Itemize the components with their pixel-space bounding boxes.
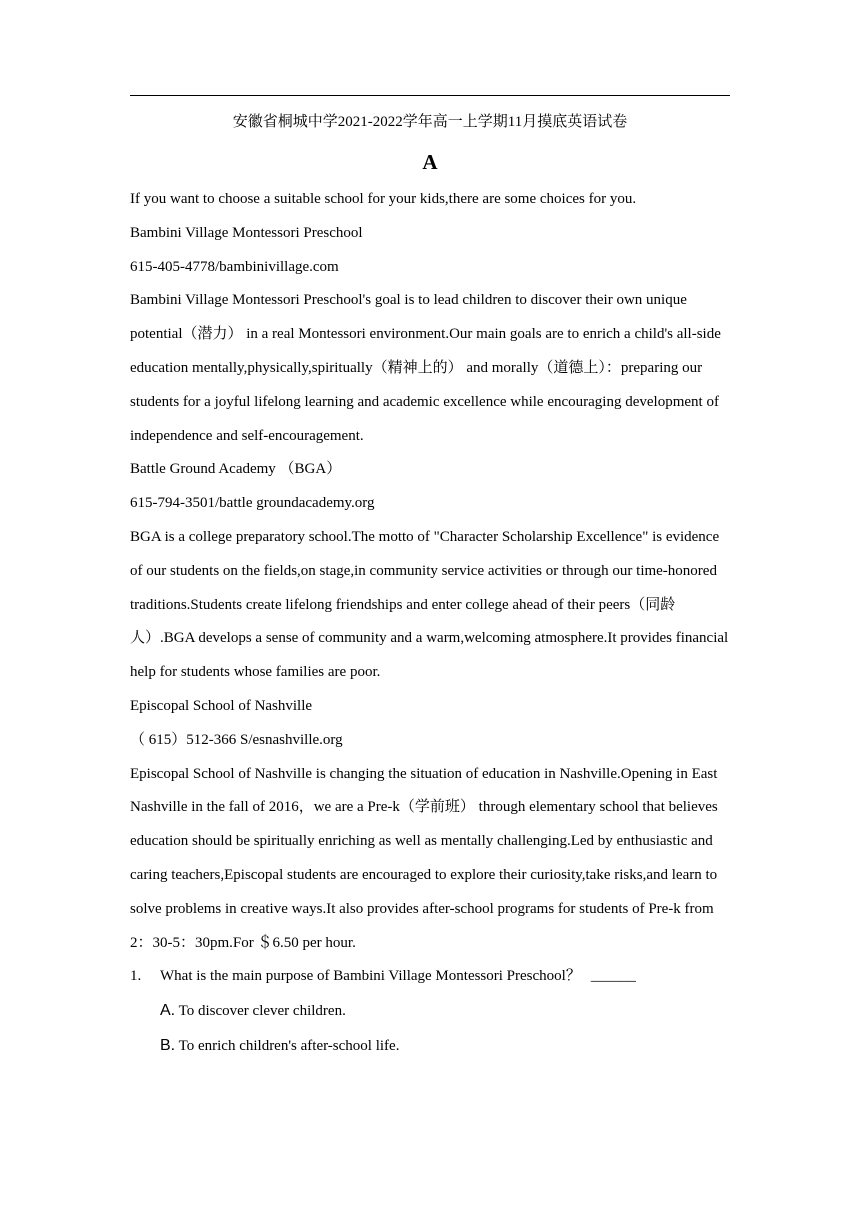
question-number: 1.	[130, 968, 142, 985]
school-name-bga: Battle Ground Academy （BGA）	[130, 461, 342, 478]
passage-line: Nashville in the fall of 2016，we are a Pre-k（学前班） through elementary school that believes	[130, 799, 718, 816]
question-1	[130, 960, 730, 994]
passage-line: caring teachers,Episcopal students are encouraged to explore their curiosity,take risks,and learn to	[130, 866, 718, 883]
passage-line: students for a joyful lifelong learning and academic excellence while encouraging development of	[130, 393, 719, 410]
passage-line: Episcopal School of Nashville is changing the situation of education in Nashville.Opening in East	[130, 765, 718, 782]
option-b[interactable]	[130, 1029, 730, 1064]
passage-line: BGA is a college preparatory school.The motto of "Character Scholarship Excellence" is evidence	[130, 528, 720, 545]
exam-title: 安徽省桐城中学2021-2022学年高一上学期11月摸底英语试卷	[232, 114, 628, 130]
school-name-episcopal: Episcopal School of Nashville	[130, 697, 313, 714]
school-name-bambini: Bambini Village Montessori Preschool	[130, 224, 363, 241]
question-text: What is the main purpose of Bambini Village Montessori Preschool？	[160, 968, 581, 985]
passage-line: independence and self-encouragement.	[130, 427, 364, 444]
school-contact-episcopal: （ 615）512-366 S/esnashville.org	[130, 731, 343, 748]
passage-line: Bambini Village Montessori Preschool's goal is to lead children to discover their own unique	[130, 292, 687, 309]
option-text: To enrich children's after-school life.	[175, 1037, 400, 1054]
header-rule	[130, 95, 730, 96]
passage-line: education mentally,physically,spiritually（精神上的） and morally（道德上）：preparing our	[130, 359, 703, 376]
answer-blank[interactable]: ______	[590, 968, 636, 985]
passage-line: potential（潜力） in a real Montessori environment.Our main goals are to enrich a child's all-side	[130, 326, 721, 343]
school-contact-bambini: 615-405-4778/bambinivillage.com	[130, 258, 339, 275]
passage-line: 2：30-5：30pm.For ＄6.50 per hour.	[130, 934, 356, 951]
passage-line: 人）.BGA develops a sense of community and a warm,welcoming atmosphere.It provides financial	[130, 630, 729, 647]
passage-body	[130, 183, 730, 1064]
passage-line: traditions.Students create lifelong friendships and enter college ahead of their peers（同龄	[130, 596, 676, 613]
passage-line: of our students on the fields,on stage,in community service activities or through our time-honored	[130, 562, 717, 579]
option-letter: A.	[160, 1002, 176, 1020]
section-title: A	[422, 150, 438, 174]
passage-line: help for students whose families are poor.	[130, 664, 381, 681]
passage-line: If you want to choose a suitable school for your kids,there are some choices for you.	[130, 191, 637, 207]
option-text: To discover clever children.	[175, 1003, 346, 1020]
passage-line: solve problems in creative ways.It also provides after-school programs for students of Pre-k from	[130, 900, 714, 917]
option-a[interactable]	[130, 994, 730, 1029]
school-contact-bga: 615-794-3501/battle groundacademy.org	[130, 495, 375, 512]
option-letter: B.	[160, 1036, 176, 1054]
passage-line: education should be spiritually enriching as well as mentally challenging.Led by enthusiastic and	[130, 833, 713, 850]
